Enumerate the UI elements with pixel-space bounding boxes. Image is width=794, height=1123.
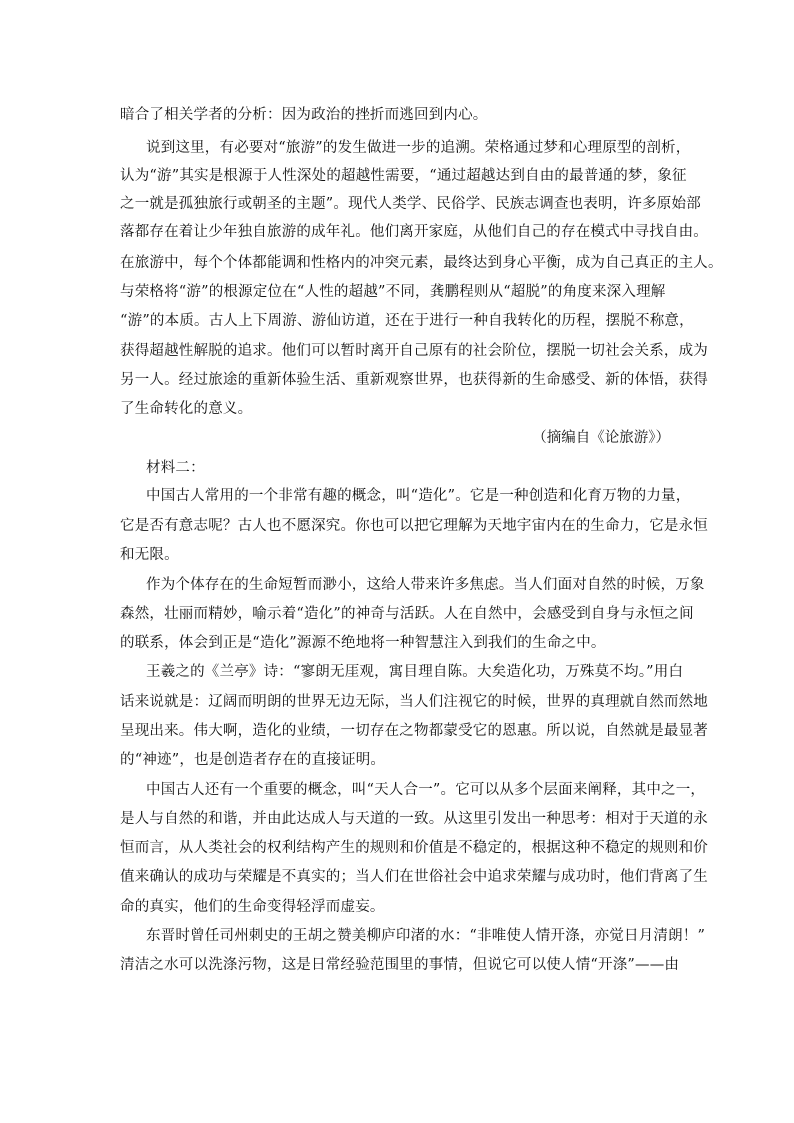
- text-line: 它是否有意志呢？古人也不愿深究。你也可以把它理解为天地宇宙内在的生命力，它是永恒: [120, 518, 708, 534]
- text-line: 与荣格将“游”的根源定位在“人性的超越”不同，龚鹏程则从“超脱”的角度来深入理解: [120, 284, 666, 300]
- section-heading: 材料二：: [146, 460, 205, 476]
- text-line: 暗合了相关学者的分析：因为政治的挫折而逃回到内心。: [120, 107, 488, 123]
- text-line: 森然，壮丽而精妙，喻示着“造化”的神奇与活跃。人在自然中，会感受到自身与永恒之间: [120, 606, 694, 622]
- text-line: 作为个体存在的生命短暂而渺小，这给人带来许多焦虑。当人们面对自然的时候，万象: [146, 577, 705, 593]
- text-line: 清洁之水可以洗涤污物，这是日常经验范围里的事情，但说它可以使人情“开涤”——由: [120, 957, 680, 973]
- text-line: 另一人。经过旅途的重新体验生活、重新观察世界，也获得新的生命感受、新的体悟，获得: [120, 372, 708, 388]
- text-line: 东晋时曾任司州刺史的王胡之赞美柳庐印渚的水：“非唯使人情开涤，亦觉日月清朗！”: [146, 928, 706, 944]
- text-line: 王羲之的《兰亭》诗：“寥朗无厓观，寓目理自陈。大矣造化功，万殊莫不均。”用白: [146, 664, 684, 680]
- text-line: 的“神迹”，也是创造者存在的直接证明。: [120, 752, 386, 768]
- text-line: 说到这里，有必要对“旅游”的发生做进一步的追溯。荣格通过梦和心理原型的剖析，: [146, 140, 691, 156]
- text-line: 和无限。: [120, 547, 179, 563]
- text-line: 话来说就是：辽阔而明朗的世界无边无际，当人们注视它的时候，世界的真理就自然而然地: [120, 694, 708, 710]
- text-line: 了生命转化的意义。: [120, 401, 253, 417]
- text-line: 的联系，体会到正是“造化”源源不绝地将一种智慧注入到我们的生命之中。: [120, 635, 606, 651]
- source-citation: （摘编自《论旅游》）: [532, 430, 670, 446]
- text-line: 恒而言，从人类社会的权利结构产生的规则和价值是不稳定的，根据这种不稳定的规则和价: [120, 840, 708, 856]
- text-line: 获得超越性解脱的追求。他们可以暂时离开自己原有的社会阶位，摆脱一切社会关系，成为: [120, 343, 708, 359]
- text-line: 呈现出来。伟大啊，造化的业绩，一切存在之物都蒙受它的恩惠。所以说，自然就是最显著: [120, 723, 708, 739]
- text-line: 落都存在着让少年独自旅游的成年礼。他们离开家庭，从他们自己的存在模式中寻找自由。: [120, 224, 708, 240]
- text-line: “游”的本质。古人上下周游、游仙访道，还在于进行一种自我转化的历程，摆脱不称意，: [120, 313, 694, 329]
- text-line: 之一就是孤独旅行或朝圣的主题”。现代人类学、民俗学、民族志调查也表明，许多原始部: [120, 196, 701, 212]
- text-line: 中国古人常用的一个非常有趣的概念，叫“造化”。它是一种创造和化育万物的力量，: [146, 488, 691, 504]
- text-line: 命的真实，他们的生命变得轻浮而虚妄。: [120, 899, 385, 915]
- text-line: 认为“游”其实是根源于人性深处的超越性需要，“通过超越达到自由的最普通的梦，象征: [120, 168, 687, 184]
- text-line: 值来确认的成功与荣耀是不真实的；当人们在世俗社会中追求荣耀与成功时，他们背离了生: [120, 869, 708, 885]
- text-line: 是人与自然的和谐，并由此达成人与天道的一致。从这里引发出一种思考：相对于天道的永: [120, 811, 708, 827]
- text-line: 中国古人还有一个重要的概念，叫“天人合一”。它可以从多个层面来阐释，其中之一，: [146, 782, 706, 798]
- text-line: 在旅游中，每个个体都能调和性格内的冲突元素，最终达到身心平衡，成为自己真正的主人。: [120, 255, 723, 271]
